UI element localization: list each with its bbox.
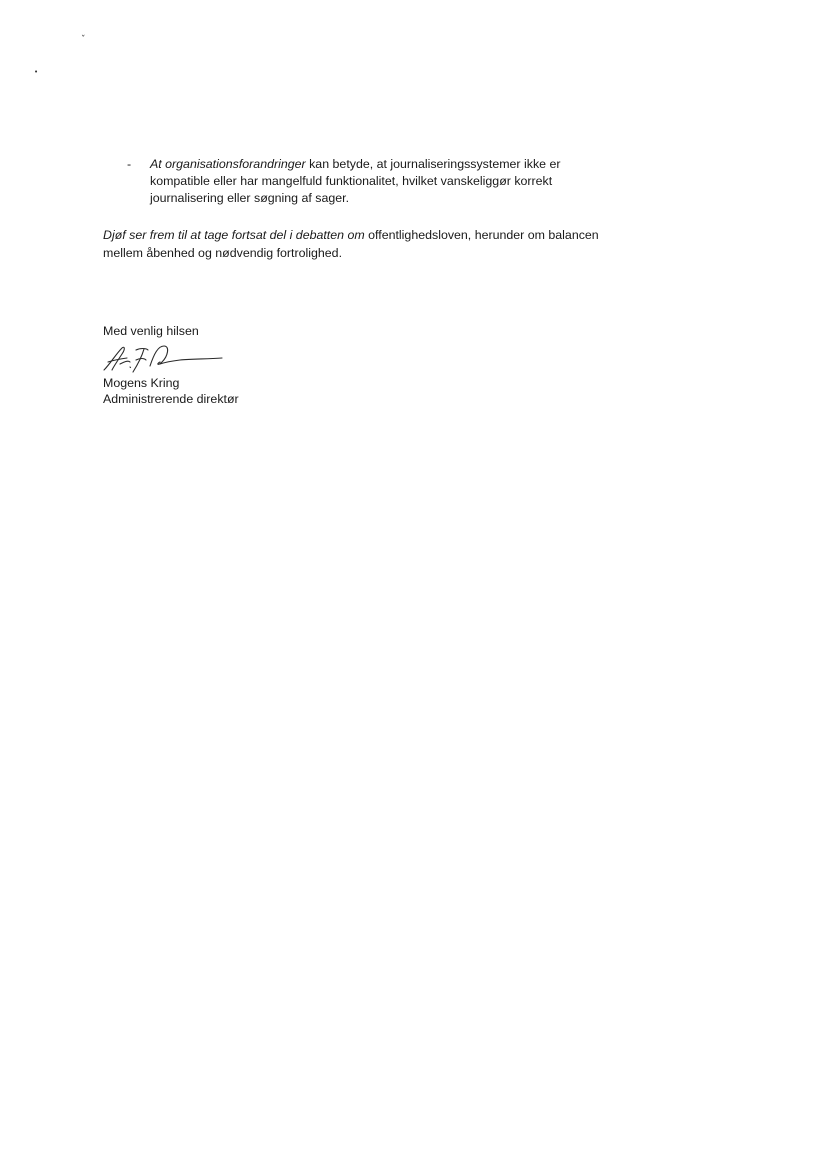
signatory-name: Mogens Kring — [103, 376, 180, 390]
signatory-block — [103, 376, 239, 407]
bullet-italic-lead: At organisationsforandringer — [150, 157, 306, 171]
bullet-text — [150, 156, 607, 208]
handwritten-signature — [100, 340, 225, 376]
bullet-dash: - — [127, 157, 132, 171]
paragraph-italic-lead: Djøf ser frem til at tage fortsat del i debatten om — [103, 228, 365, 242]
bullet-list-item — [127, 156, 607, 208]
scan-mark: • — [34, 68, 39, 76]
bullet-rest: kan betyde, at journaliseringssystemer ikke er kompatible eller har mangelfuld funktionalitet, hvilket vanskeliggør korrekt journalisering eller søgning af sager. — [150, 157, 561, 206]
signatory-title: Administrerende direktør — [103, 391, 239, 406]
closing-paragraph — [103, 227, 603, 262]
scan-mark: ˇ — [81, 35, 86, 45]
greeting: Med venlig hilsen — [103, 324, 199, 338]
paragraph-rest: offentlighedsloven, herunder om balancen mellem åbenhed og nødvendig fortrolighed. — [103, 228, 599, 260]
